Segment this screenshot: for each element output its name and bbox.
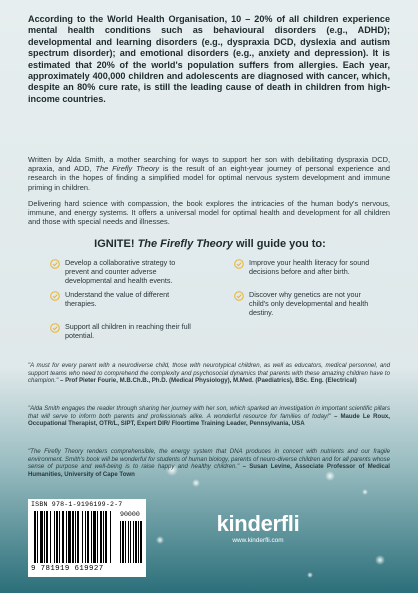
- checkmark-circle-icon: [234, 259, 244, 269]
- quote-text: "A must for every parent with a neurodiverse child, those with neurotypical children, as well as educators, medical personnel, and support teams who need to comprehend the complexity and psychosocial dynamics that parents with these amazing children have to champion.": [28, 362, 390, 385]
- ignite-lead: IGNITE!: [94, 238, 138, 250]
- quote-text: "Alda Smith engages the reader through sharing her journey with her son, which sparked an investigation in important scientific pillars that will serve to inform both parents and professionals alike. A wonderful resource for families of today!": [28, 405, 390, 420]
- summary-paragraph: Delivering hard science with compassion, the book explores the intricacies of the human body's nervous, immune, and energy systems. It offers a universal model for optimal health and development for all children and those with special needs and illnesses.: [28, 199, 390, 227]
- endorsement-quote: [28, 448, 390, 478]
- benefit-text: Develop a collaborative strategy to prevent and counter adverse developmental and health events.: [65, 258, 176, 285]
- checkmark-circle-icon: [50, 323, 60, 333]
- publisher-url: www.kinderfli.com: [232, 537, 284, 544]
- publisher-name: kinderfli: [216, 511, 300, 536]
- benefit-text: Support all children in reaching their full potential.: [65, 322, 191, 340]
- endorsement-quote: [28, 362, 390, 385]
- author-paragraph-end: is the result of an eight-year journey of personal experience and research in the hopes of finding a simplified model for optimal nervous system development and immune priming in children.: [28, 164, 390, 192]
- barcode: [28, 499, 146, 577]
- quote-attribution: – Maude Le Roux, Occupational Therapist, OTR/L, SIPT, Expert DIR/ Floortime Training Leader, Pennsylvania, USA: [28, 412, 390, 428]
- benefit-text: Discover why genetics are not your child's only developmental and health destiny.: [249, 290, 369, 317]
- quote-text: "The Firefly Theory renders comprehensible, the energy system that DNA produces in concert with nutrients and our fragile environment. Smith's book will be wonderful for students of human biology, parents of neuro-diverse children and for all parents whose sense of purpose and well-being is to raise happy and healthy children.": [28, 448, 390, 471]
- price-code: 90000: [120, 511, 140, 518]
- author-paragraph-start: Written by Alda Smith, a mother searching for ways to support her son with debilitating dyspraxia DCD, apraxia, and ADD,: [28, 155, 390, 174]
- publisher-logo: [208, 512, 308, 544]
- checkmark-circle-icon: [50, 259, 60, 269]
- intro-paragraph: According to the World Health Organisation, 10 – 20% of all children experience mental health conditions such as behavioural disorders (e.g., ADHD); developmental and learning disorders (e.g., dyspraxia DCD, dyslexia and autism spectrum disorder); and emotional disorders (e.g., anxiety and depression). It is estimated that 20% of the world's population suffers from allergies. Each year, approximately 400,000 children and adolescents are diagnosed with cancer, which, despite an 80% cure rate, is still the leading cause of death in children from high-income countries.: [28, 14, 390, 104]
- ignite-title: The Firefly Theory: [137, 238, 233, 250]
- benefit-text: Improve your health literacy for sound decisions before and after birth.: [249, 258, 370, 276]
- book-title-inline: The Firefly Theory: [95, 164, 160, 174]
- checkmark-circle-icon: [50, 291, 60, 301]
- benefit-text: Understand the value of different therapies.: [65, 290, 170, 308]
- quote-attribution: – Prof Pieter Fourie, M.B.Ch.B., Ph.D. (Medical Physiology), M.Med. (Paediatrics), BSc. Eng. (Electrical): [59, 377, 357, 385]
- quote-attribution: – Susan Levine, Associate Professor of Medical Humanities, University of Cape Town: [28, 463, 390, 478]
- ignite-tail: will guide you to:: [232, 238, 326, 250]
- endorsement-quote: [28, 405, 390, 428]
- isbn-label: ISBN 978-1-9196199-2-7: [31, 501, 123, 508]
- ignite-heading: [60, 238, 360, 250]
- barcode-number: 9 781919 619927: [31, 565, 104, 573]
- checkmark-circle-icon: [234, 291, 244, 301]
- author-paragraph: [28, 155, 390, 192]
